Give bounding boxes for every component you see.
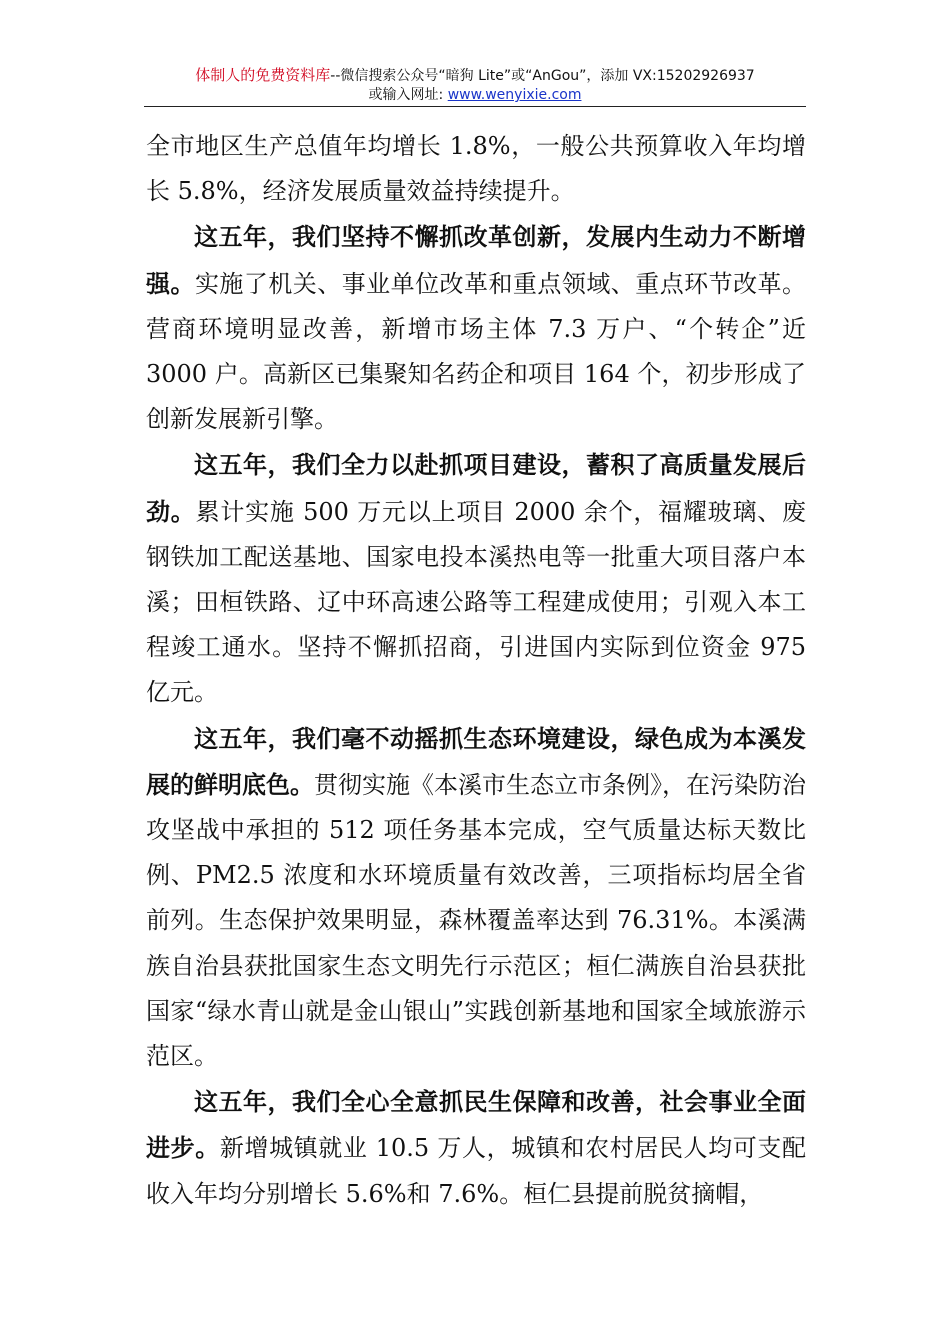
paragraph-ecology bbox=[146, 716, 806, 1080]
header-divider bbox=[144, 106, 806, 107]
paragraph-lead: 这五年，我们全心全意抓民生保障和改善，社会事业全面进步。 bbox=[146, 1087, 806, 1163]
header-brand: 体制人的免费资料库 bbox=[195, 66, 331, 84]
header-line-1 bbox=[0, 66, 950, 86]
paragraph-text: 新增城镇就业 10.5 万人，城镇和农村居民人均可支配收入年均分别增长 5.6%和 7.6%。桓仁县提前脱贫摘帽， bbox=[146, 1134, 806, 1208]
paragraph-lead: 这五年，我们全力以赴抓项目建设，蓄积了高质量发展后劲。 bbox=[146, 450, 806, 526]
paragraph-livelihood bbox=[146, 1079, 806, 1217]
paragraph-lead: 这五年，我们毫不动摇抓生态环境建设，绿色成为本溪发展的鲜明底色。 bbox=[146, 723, 806, 799]
paragraph-text: 全市地区生产总值年均增长 1.8%，一般公共预算收入年均增长 5.8%，经济发展质量效益持续提升。 bbox=[146, 132, 806, 206]
paragraph-continuation bbox=[146, 123, 806, 214]
header-line-2 bbox=[0, 86, 950, 105]
document-body bbox=[146, 123, 806, 1217]
header-url-prefix: 或输入网址: bbox=[368, 87, 448, 103]
paragraph-text: 累计实施 500 万元以上项目 2000 余个，福耀玻璃、废钢铁加工配送基地、国家电投本溪热电等一批重大项目落户本溪；田桓铁路、辽中环高速公路等工程建成使用；引观入本工程竣工通水。坚持不懈抓招商，引进国内实际到位资金 975 亿元。 bbox=[146, 497, 807, 707]
header-url-link[interactable]: www.wenyixie.com bbox=[447, 87, 582, 103]
header-note: --微信搜索公众号“暗狗 Lite”或“AnGou”，添加 VX:15202926937 bbox=[330, 68, 755, 84]
paragraph-lead: 这五年，我们坚持不懈抓改革创新，发展内生动力不断增强。 bbox=[146, 222, 806, 298]
paragraph-projects bbox=[146, 442, 806, 715]
paragraph-text: 实施了机关、事业单位改革和重点领域、重点环节改革。营商环境明显改善，新增市场主体 7.3 万户、“个转企”近 3000 户。高新区已集聚知名药企和项目 164 个，初步形成了创新发展新引擎。 bbox=[146, 269, 807, 434]
paragraph-reform bbox=[146, 214, 806, 442]
page-header bbox=[0, 66, 950, 105]
paragraph-text: 贯彻实施《本溪市生态立市条例》，在污染防治攻坚战中承担的 512 项任务基本完成，空气质量达标天数比例、PM2.5 浓度和水环境质量有效改善，三项指标均居全省前列。生态保护效果明显，森林覆盖率达到 76.31%。本溪满族自治县获批国家生态文明先行示范区；桓仁满族自治县获批国家“绿水青山就是金山银山”实践创新基地和国家全域旅游示范区。 bbox=[146, 770, 806, 1071]
